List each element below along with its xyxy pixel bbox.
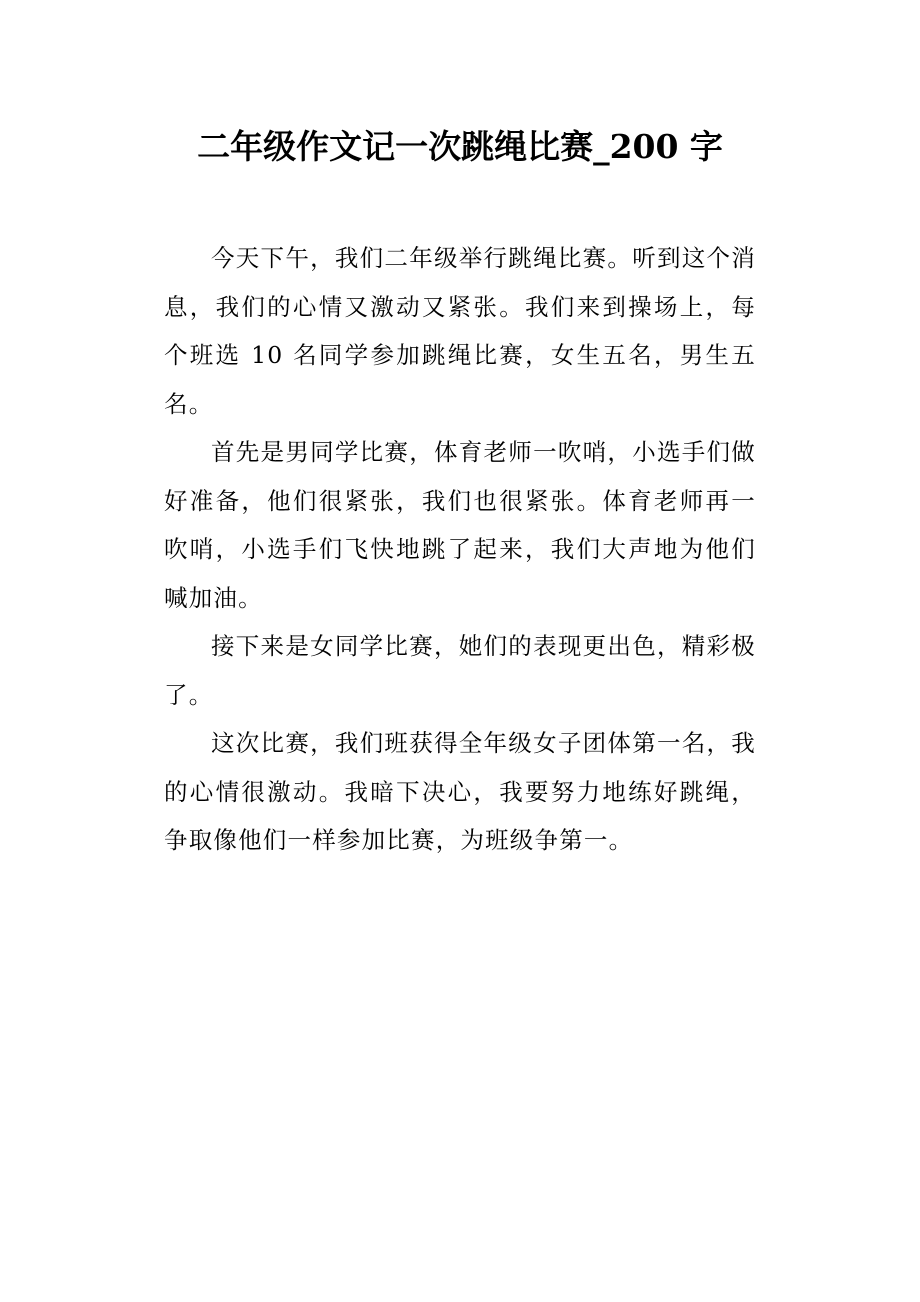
paragraph-4: 这次比赛，我们班获得全年级女子团体第一名，我的心情很激动。我暗下决心，我要努力地练好跳绳，争取像他们一样参加比赛，为班级争第一。 [164,729,756,854]
paragraph-2: 首先是男同学比赛，体育老师一吹哨，小选手们做好准备，他们很紧张，我们也很紧张。体育老师再一吹哨，小选手们飞快地跳了起来，我们大声地为他们喊加油。 [164,438,756,612]
document-body [164,234,756,865]
paragraph-1: 今天下午，我们二年级举行跳绳比赛。听到这个消息，我们的心情又激动又紧张。我们来到操场上，每个班选 10 名同学参加跳绳比赛，女生五名，男生五名。 [164,244,756,418]
document-title: 二年级作文记一次跳绳比赛_200 字 [197,127,723,166]
paragraph-3: 接下来是女同学比赛，她们的表现更出色，精彩极了。 [164,632,756,709]
